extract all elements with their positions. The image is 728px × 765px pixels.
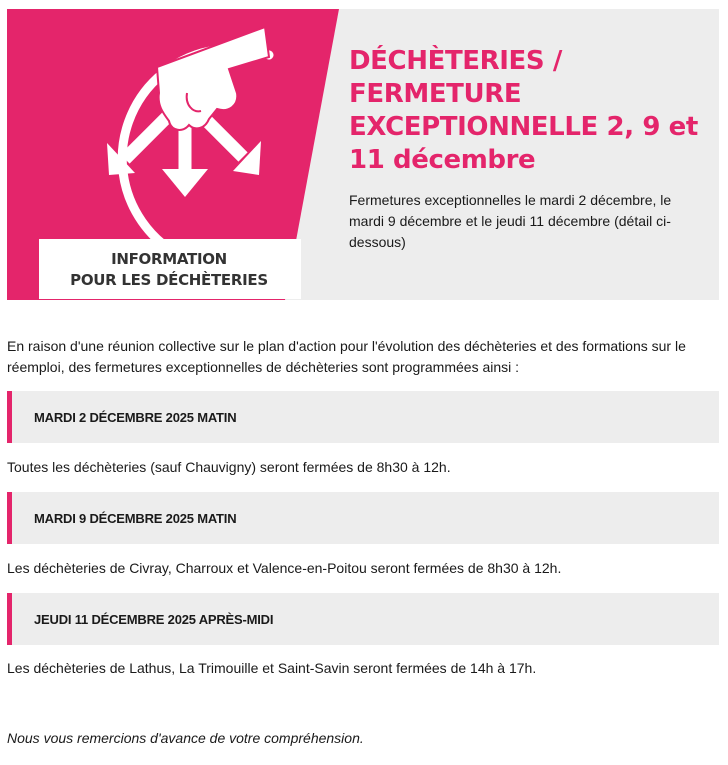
hero-image [7,9,339,300]
section-heading-3: JEUDI 11 DÉCEMBRE 2025 APRÈS-MIDI [7,593,719,645]
closing-message: Nous vous remercions d'avance de votre compréhension. [7,730,364,746]
intro-paragraph: En raison d'une réunion collective sur le plan d'action pour l'évolution des déchèteries et des formations sur le réemploi, des fermetures exceptionnelles de déchèteries sont programmées ainsi : [7,338,686,375]
section-text-3: Les déchèteries de Lathus, La Trimouille et Saint-Savin seront fermées de 14h à 17h. [7,660,537,676]
banner-line-2: POUR LES DÉCHÈTERIES [70,271,268,289]
section-heading-2: MARDI 9 DÉCEMBRE 2025 MATIN [7,492,719,544]
page-subtitle: Fermetures exceptionnelles le mardi 2 décembre, le mardi 9 décembre et le jeudi 11 décembre (détail ci-dessous) [349,192,672,250]
page-title: DÉCHÈTERIES / FERMETURE EXCEPTIONNELLE 2, 9 et 11 décembre [349,46,698,175]
hero-section [7,9,719,300]
info-banner [45,247,293,293]
banner-line-1: INFORMATION [111,250,227,268]
section-text-1: Toutes les déchèteries (sauf Chauvigny) seront fermées de 8h30 à 12h. [7,459,451,475]
section-heading-1: MARDI 2 DÉCEMBRE 2025 MATIN [7,391,719,443]
section-text-2: Les déchèteries de Civray, Charroux et Valence-en-Poitou seront fermées de 8h30 à 12h. [7,560,562,576]
